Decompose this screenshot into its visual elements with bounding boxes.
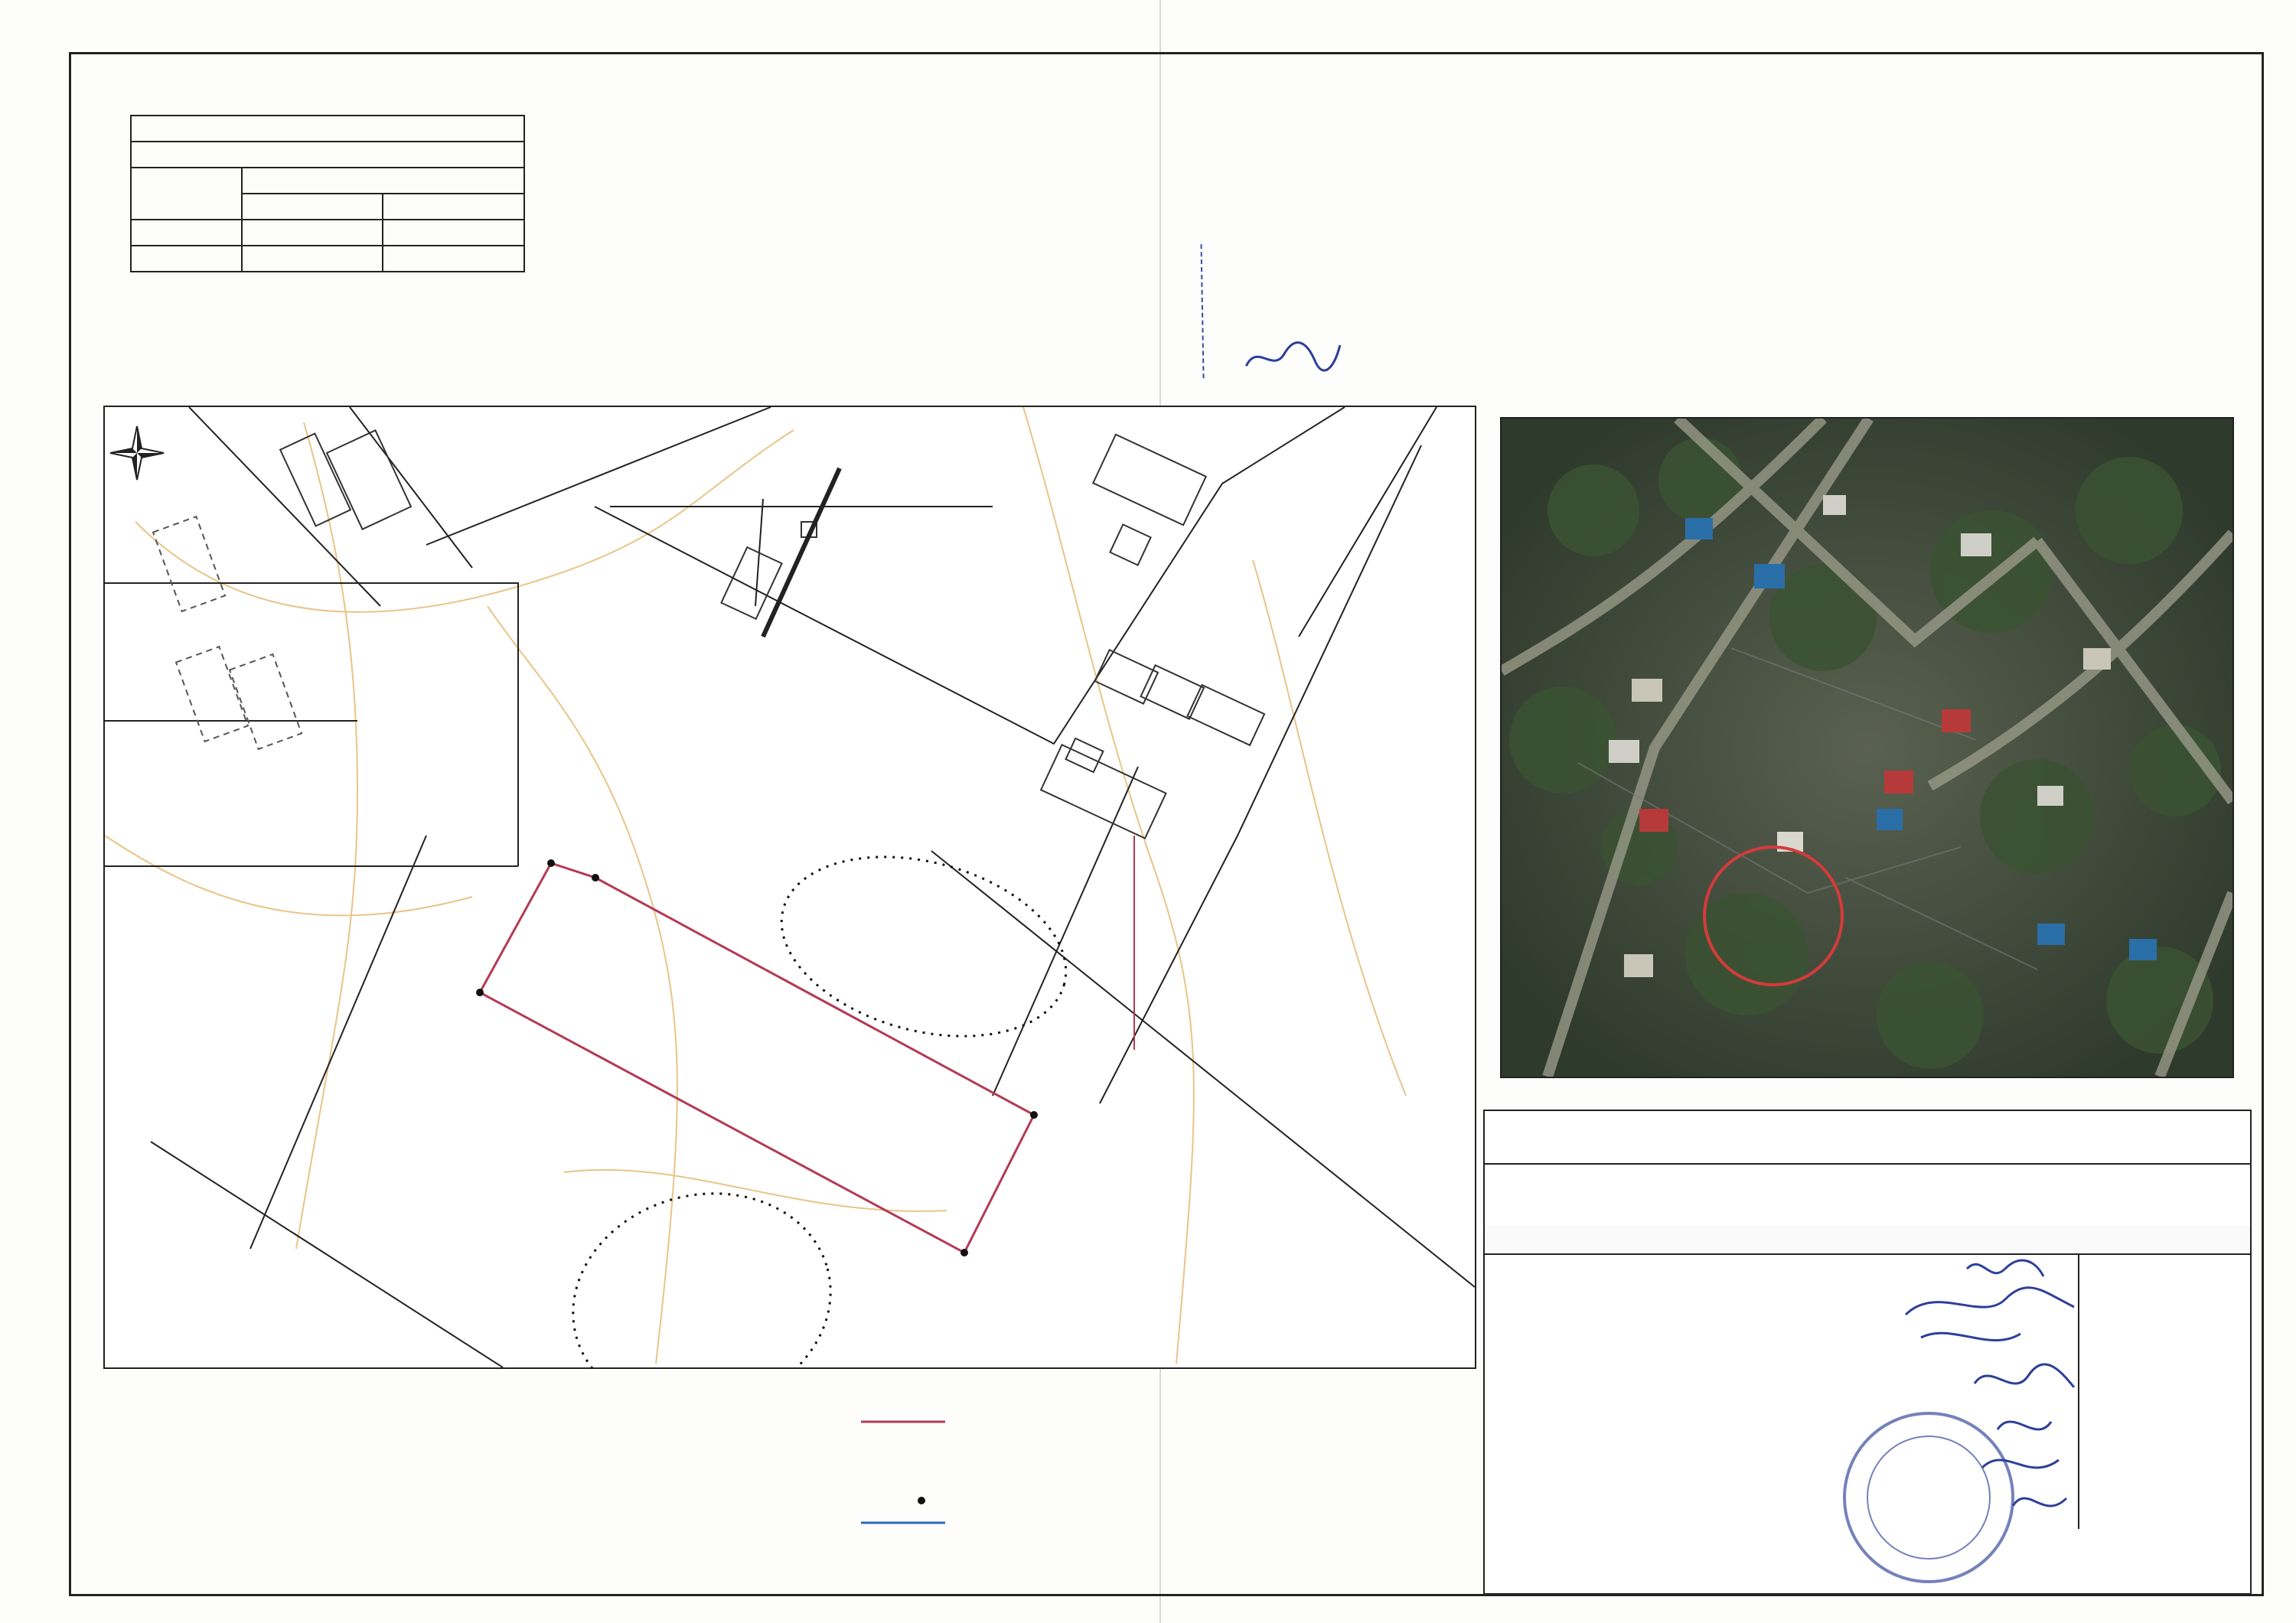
legend-parcel-icon [861,1414,945,1429]
satellite-image [1500,417,2234,1078]
point-header [131,168,242,220]
area-row [131,142,524,168]
signatures [1890,1253,2089,1529]
approval-block [1668,92,2151,113]
plot-info [1485,1163,2250,1229]
agreed-heading [1485,1226,2250,1255]
num-header [131,246,242,272]
col-num-1 [131,220,242,246]
registration-stamp [1201,238,1580,379]
dept-header [1485,1111,2250,1165]
col-num-3 [383,220,524,246]
y-header-2 [383,246,524,272]
x-header-2 [242,246,383,272]
stamp-signature [1242,337,1342,377]
col-num-2 [242,220,383,246]
map-linework [105,407,1475,1367]
coords-header [242,168,524,194]
legend-point-icon [917,1496,926,1505]
x-header [242,194,383,220]
satellite-photo [1502,419,2232,1077]
compass-rose-icon [106,422,168,484]
y-header [383,194,524,220]
coordinates-table [130,115,525,272]
legend-quarter-icon [861,1519,945,1527]
conditional-number [131,116,524,142]
department-block [1483,1110,2252,1595]
cadastral-map [103,406,1476,1369]
